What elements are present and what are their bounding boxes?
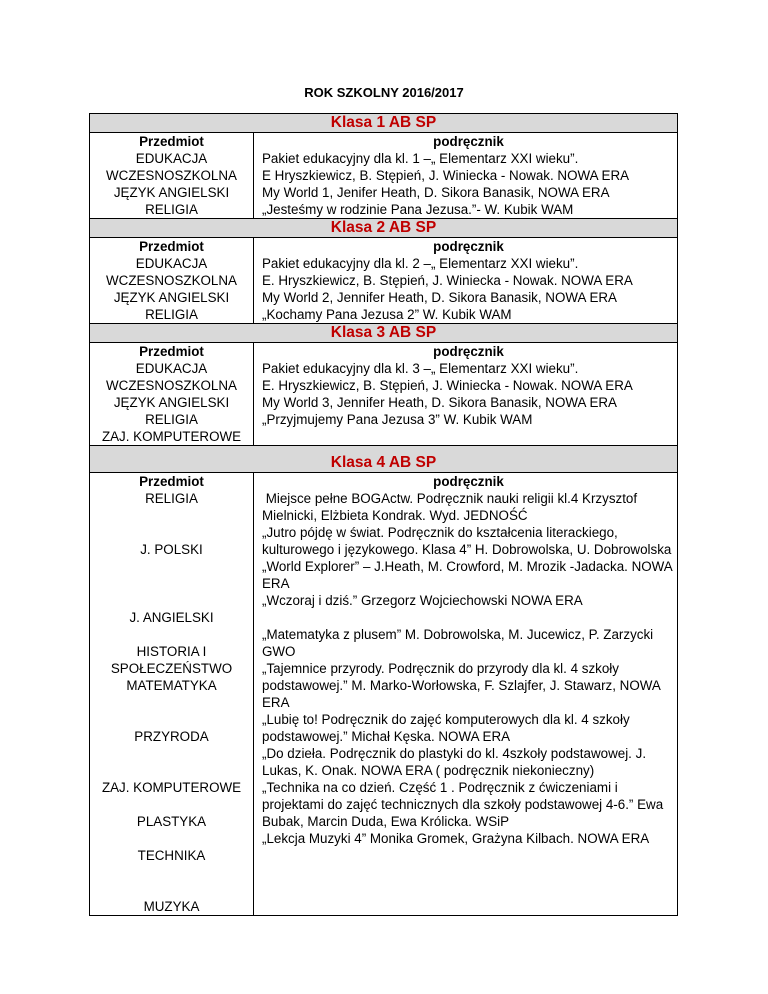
- subject-name: MUZYKA: [143, 899, 200, 914]
- subject-name: WCZESNOSZKOLNA: [106, 273, 237, 288]
- subject-cell: [90, 133, 254, 219]
- subject-name: J. POLSKI: [140, 542, 203, 557]
- class-heading: Klasa 2 AB SP: [90, 219, 678, 238]
- subject-cell: [90, 238, 254, 324]
- subject-name: TECHNIKA: [137, 848, 206, 863]
- textbook-entry: „Lekcja Muzyki 4” Monika Gromek, Grażyna Kilbach. NOWA ERA: [262, 831, 650, 846]
- textbook-line: My World 2, Jennifer Heath, D. Sikora Banasik, NOWA ERA: [262, 290, 617, 305]
- subject-cell: [90, 473, 254, 916]
- subject-name: JĘZYK ANGIELSKI: [113, 290, 230, 305]
- textbook-line: „Jesteśmy w rodzinie Pana Jezusa.”- W. Kubik WAM: [262, 202, 574, 217]
- subject-name: J. ANGIELSKI: [129, 610, 214, 625]
- class-heading: Klasa 4 AB SP: [90, 446, 678, 473]
- textbook-cell: [254, 133, 678, 219]
- textbook-line: My World 1, Jenifer Heath, D. Sikora Banasik, NOWA ERA: [262, 185, 610, 200]
- textbook-entry: „Tajemnice przyrody. Podręcznik do przyrody dla kl. 4 szkoły podstawowej.” M. Marko-Worłowska, F. Szlajfer, J. Stawarz, NOWA ERA: [262, 661, 661, 710]
- textbook-table: [89, 113, 678, 916]
- textbook-entry: „Wczoraj i dziś.” Grzegorz Wojciechowski NOWA ERA: [262, 593, 583, 608]
- column-header-subject: Przedmiot: [139, 344, 204, 359]
- subject-name: RELIGIA: [145, 202, 198, 217]
- class-header-row: [90, 324, 678, 343]
- subject-name: RELIGIA: [145, 307, 198, 322]
- textbook-entry: „World Explorer” – J.Heath, M. Crowford, M. Mrozik -Jadacka. NOWA ERA: [262, 559, 672, 591]
- subject-name: EDUKACJA: [135, 256, 208, 271]
- class-heading: Klasa 1 AB SP: [90, 114, 678, 133]
- subject-cell: [90, 343, 254, 446]
- textbook-entry: Miejsce pełne BOGActw. Podręcznik nauki religii kl.4 Krzysztof Mielnicki, Elżbieta Kondrak. Wyd. JEDNOŚĆ: [262, 491, 641, 523]
- subject-name: EDUKACJA: [135, 151, 208, 166]
- column-header-textbook: podręcznik: [433, 134, 504, 149]
- textbook-entry: „Jutro pójdę w świat. Podręcznik do kształcenia literackiego, kulturowego i językowego. Klasa 4” H. Dobrowolska, U. Dobrowolska: [262, 525, 672, 557]
- textbook-entry: „Technika na co dzień. Część 1 . Podręcznik z ćwiczeniami i projektami do zajęć technicznych dla szkoły podstawowej 4-6.” Ewa Bubak, Marcin Duda, Ewa Królicka. WSiP: [262, 780, 664, 829]
- class-content-row: [90, 133, 678, 219]
- column-header-textbook: podręcznik: [433, 239, 504, 254]
- column-header-textbook: podręcznik: [433, 344, 504, 359]
- class-heading: Klasa 3 AB SP: [90, 324, 678, 343]
- subject-name: RELIGIA: [145, 491, 198, 506]
- subject-name: EDUKACJA: [135, 361, 208, 376]
- textbook-line: „Kochamy Pana Jezusa 2” W. Kubik WAM: [262, 307, 512, 322]
- subject-name: JĘZYK ANGIELSKI: [113, 395, 230, 410]
- textbook-cell: [254, 343, 678, 446]
- class-content-row: [90, 343, 678, 446]
- textbook-line: E Hryszkiewicz, B. Stępień, J. Winiecka - Nowak. NOWA ERA: [262, 168, 630, 183]
- subject-name: PRZYRODA: [134, 729, 209, 744]
- class-header-row: [90, 114, 678, 133]
- class-header-row: [90, 219, 678, 238]
- column-header-textbook: podręcznik: [433, 474, 504, 489]
- textbook-cell: [254, 238, 678, 324]
- subject-name: WCZESNOSZKOLNA: [106, 168, 237, 183]
- subject-name: RELIGIA: [145, 412, 198, 427]
- subject-name: MATEMATYKA: [126, 678, 217, 693]
- subject-name: HISTORIA I SPOŁECZEŃSTWO: [110, 644, 233, 676]
- textbook-line: „Przyjmujemy Pana Jezusa 3” W. Kubik WAM: [262, 412, 533, 427]
- textbook-line: E. Hryszkiewicz, B. Stępień, J. Winiecka - Nowak. NOWA ERA: [262, 378, 633, 393]
- class-content-row: [90, 473, 678, 916]
- textbook-line: Pakiet edukacyjny dla kl. 1 –„ Elementarz XXI wieku”.: [262, 151, 579, 166]
- subject-name: ZAJ. KOMPUTEROWE: [101, 429, 242, 444]
- subject-name: ZAJ. KOMPUTEROWE: [101, 780, 242, 795]
- textbook-entry: „Do dzieła. Podręcznik do plastyki do kl. 4szkoły podstawowej. J. Lukas, K. Onak. NOWA ERA ( podręcznik niekonieczny): [262, 746, 647, 778]
- textbook-line: E. Hryszkiewicz, B. Stępień, J. Winiecka - Nowak. NOWA ERA: [262, 273, 633, 288]
- column-header-subject: Przedmiot: [139, 134, 204, 149]
- subject-name: JĘZYK ANGIELSKI: [113, 185, 230, 200]
- textbook-cell: [254, 473, 678, 916]
- textbook-line: Pakiet edukacyjny dla kl. 3 –„ Elementarz XXI wieku”.: [262, 361, 579, 376]
- textbook-line: My World 3, Jennifer Heath, D. Sikora Banasik, NOWA ERA: [262, 395, 617, 410]
- document-title: ROK SZKOLNY 2016/2017: [304, 85, 464, 100]
- textbook-entry: „Lubię to! Podręcznik do zajęć komputerowych dla kl. 4 szkoły podstawowej.” Michał Kęska. NOWA ERA: [262, 712, 630, 744]
- subject-name: PLASTYKA: [136, 814, 207, 829]
- textbook-line: Pakiet edukacyjny dla kl. 2 –„ Elementarz XXI wieku”.: [262, 256, 579, 271]
- class-content-row: [90, 238, 678, 324]
- column-header-subject: Przedmiot: [139, 239, 204, 254]
- subject-name: WCZESNOSZKOLNA: [106, 378, 237, 393]
- class-header-row: [90, 446, 678, 473]
- column-header-subject: Przedmiot: [139, 474, 204, 489]
- textbook-entry: „Matematyka z plusem” M. Dobrowolska, M. Jucewicz, P. Zarzycki GWO: [262, 627, 654, 659]
